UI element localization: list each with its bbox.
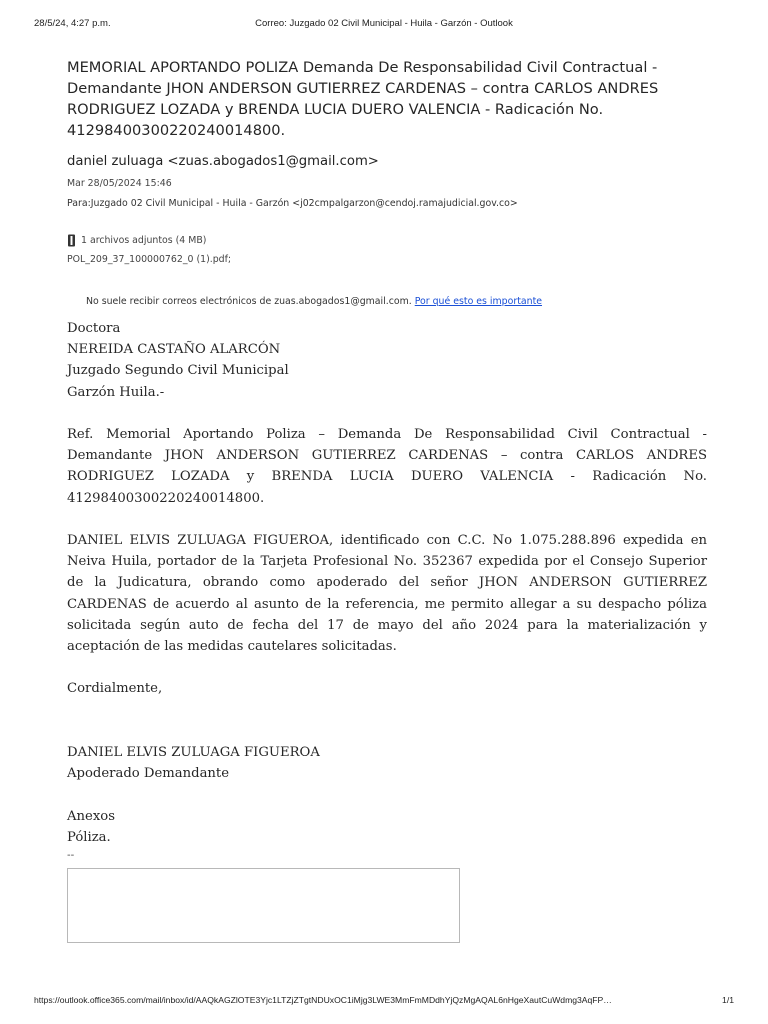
annex-item: Póliza. bbox=[67, 829, 111, 845]
email-recipient[interactable]: Para:Juzgado 02 Civil Municipal - Huila - Garzón <j02cmpalgarzon@cendoj.ramajudicial.gov.co> bbox=[67, 198, 518, 209]
attachment-filename[interactable]: POL_209_37_100000762_0 (1).pdf; bbox=[67, 254, 232, 265]
signature-separator: -- bbox=[67, 850, 75, 861]
email-sent-date: Mar 28/05/2024 15:46 bbox=[67, 178, 172, 189]
print-url: https://outlook.office365.com/mail/inbox/id/AAQkAGZlOTE3Yjc1LTZjZTgtNDUxOC1iMjg3LWE3MmFmMDdhYjQzMgAQAL6nHgeXautCuWdmg3AqFP… bbox=[34, 995, 612, 1005]
addressee-line: Juzgado Segundo Civil Municipal bbox=[67, 363, 289, 379]
addressee-line: NEREIDA CASTAÑO ALARCÓN bbox=[67, 342, 281, 358]
attachments-summary-label: 1 archivos adjuntos (4 MB) bbox=[81, 235, 207, 246]
signature-name: DANIEL ELVIS ZULUAGA FIGUEROA bbox=[67, 744, 320, 760]
letter-body bbox=[67, 318, 707, 848]
print-page-title: Correo: Juzgado 02 Civil Municipal - Huila - Garzón - Outlook bbox=[255, 18, 513, 29]
addressee-line: Doctora bbox=[67, 321, 121, 336]
addressee-line: Garzón Huila.- bbox=[67, 384, 165, 400]
closing-line: Cordialmente, bbox=[67, 681, 163, 697]
print-datetime: 28/5/24, 4:27 p.m. bbox=[34, 18, 111, 29]
email-sender[interactable]: daniel zuluaga <zuas.abogados1@gmail.com> bbox=[67, 154, 379, 169]
reference-paragraph: Ref. Memorial Aportando Poliza – Demanda De Responsabilidad Civil Contractual - Demandante JHON ANDERSON GUTIERREZ CARDENAS – contra CARLOS ANDRES RODRIGUEZ LOZADA y BRENDA LUCIA DUERO VALENCIA - Radicación No. 41298400300220240014800. bbox=[67, 427, 707, 506]
why-important-link[interactable]: Por qué esto es importante bbox=[414, 296, 543, 307]
signature-role: Apoderado Demandante bbox=[67, 766, 230, 782]
signature-image-placeholder bbox=[67, 868, 460, 943]
print-footer bbox=[34, 995, 734, 1009]
paperclip-icon bbox=[67, 234, 76, 247]
email-subject: MEMORIAL APORTANDO POLIZA Demanda De Responsabilidad Civil Contractual - Demandante JHON ANDERSON GUTIERREZ CARDENAS – contra CARLOS ANDRES RODRIGUEZ LOZADA y BRENDA LUCIA DUERO VALENCIA - Radicación No. 41298400300220240014800. bbox=[67, 59, 659, 139]
attachments-summary[interactable] bbox=[67, 234, 206, 247]
body-paragraph: DANIEL ELVIS ZULUAGA FIGUEROA, identificado con C.C. No 1.075.288.896 expedida en Neiva Huila, portador de la Tarjeta Profesional No. 352367 expedida por el Consejo Superior de la Judicatura, obrando como apoderado del señor JHON ANDERSON GUTIERREZ CARDENAS de acuerdo al asunto de la referencia, me permito allegar a su despacho póliza solicitada según auto de fecha del 17 de mayo del año 2024 para la materialización y aceptación de las medidas cautelares solicitadas. bbox=[67, 533, 707, 655]
annex-title: Anexos bbox=[67, 808, 115, 824]
print-header bbox=[34, 18, 734, 32]
sender-warning-text: No suele recibir correos electrónicos de zuas.abogados1@gmail.com. bbox=[86, 296, 412, 307]
page-number: 1/1 bbox=[722, 995, 734, 1005]
sender-warning bbox=[86, 296, 542, 307]
